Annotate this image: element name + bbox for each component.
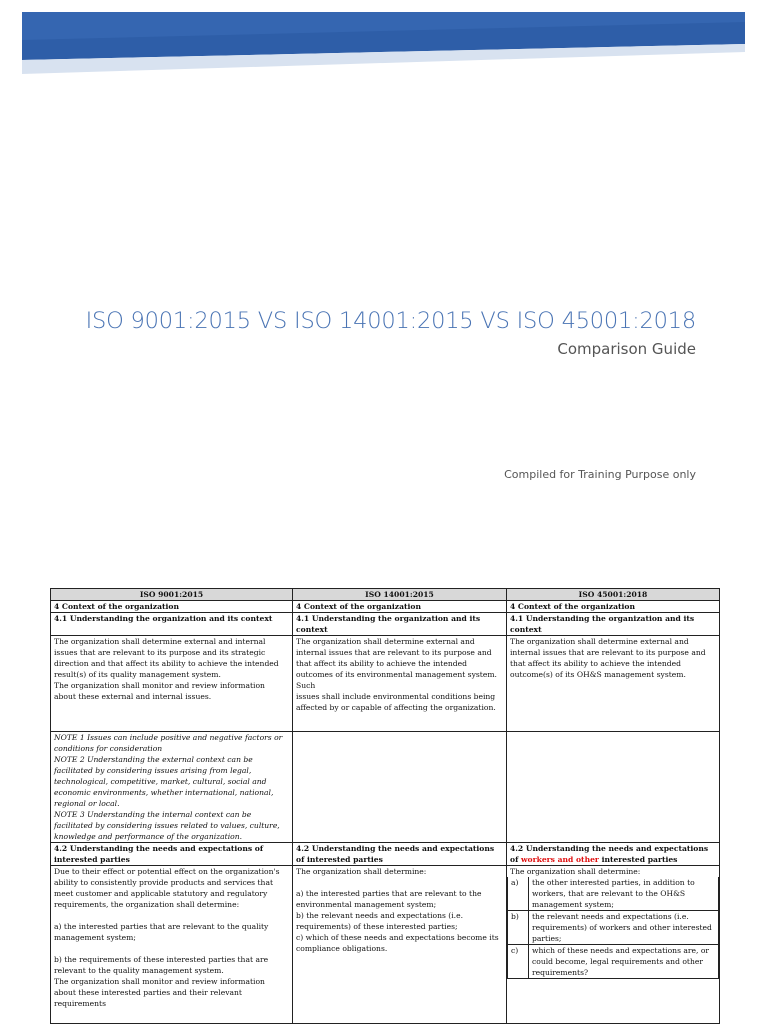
clause-text: The organization shall determine external and internal issues that are relevant to its purpose and its strategic direction and that affect its ability to achieve the intended result(s) of its quality management system. The organization shall monitor and review information about these external and internal issues. — [51, 636, 293, 732]
list-item — [508, 877, 719, 911]
list-item — [508, 945, 719, 979]
table-row — [51, 601, 720, 613]
clause-heading-part: 4.2 Understanding the needs and expectations of — [510, 844, 709, 864]
clause-heading: 4.1 Understanding the organization and its context — [507, 613, 720, 636]
clause-text: The organization shall determine: a) the interested parties that are relevant to the environmental management system; b) the relevant needs and expectations (i.e. requirements) of these interested parties; c) which of these needs and expectations become its compliance obligations. — [293, 866, 507, 1024]
table-row — [51, 843, 720, 866]
section-heading: 4 Context of the organization — [51, 601, 293, 613]
list-label: b) — [508, 911, 529, 945]
clause-heading: 4.1 Understanding the organization and its context — [293, 613, 507, 636]
list-text: the other interested parties, in addition to workers, that are relevant to the OH&S management system; — [529, 877, 719, 911]
compiled-note: Compiled for Training Purpose only — [504, 468, 696, 481]
document-subtitle: Comparison Guide — [557, 340, 696, 358]
document-title: ISO 9001:2015 VS ISO 14001:2015 VS ISO 45001:2018 — [85, 308, 696, 334]
table-row — [51, 866, 720, 1024]
section-heading: 4 Context of the organization — [507, 601, 720, 613]
clause-heading-part: interested parties — [598, 855, 678, 864]
list-label: c) — [508, 945, 529, 979]
comparison-table — [50, 588, 720, 1024]
clause-heading: 4.2 Understanding the needs and expectations of interested parties — [293, 843, 507, 866]
clause-heading: 4.1 Understanding the organization and its context — [51, 613, 293, 636]
clause-text: The organization shall determine external and internal issues that are relevant to its purpose and that affect its ability to achieve the intended outcomes of its environmental management system. Such issues shall include environmental conditions being affected by or capable of affecting the organization. — [293, 636, 507, 732]
highlighted-text: workers and other — [520, 855, 599, 864]
notes-text: NOTE 1 Issues can include positive and negative factors or conditions for consideration NOTE 2 Understanding the external context can be facilitated by considering issues arising from legal, technological, competitive, market, cultural, social and economic environments, whether international, national, regional or local. NOTE 3 Understanding the internal context can be facilitated by considering issues related to values, culture, knowledge and performance of the organization. — [51, 732, 293, 843]
clause-text: Due to their effect or potential effect on the organization's ability to consistently provide products and services that meet customer and applicable statutory and regulatory requirements, the organization shall determine: a) the interested parties that are relevant to the quality management system; b) the requirements of these interested parties that are relevant to the quality management system. The organization shall monitor and review information about these interested parties and their relevant requirements — [51, 866, 293, 1024]
header-banner — [0, 0, 768, 80]
list-text: the relevant needs and expectations (i.e. requirements) of workers and other interested parties; — [529, 911, 719, 945]
empty-cell — [507, 732, 720, 843]
list-text: which of these needs and expectations are, or could become, legal requirements and other requirements? — [529, 945, 719, 979]
clause-heading — [507, 843, 720, 866]
col-header-iso45001: ISO 45001:2018 — [507, 589, 720, 601]
clause-text: The organization shall determine external and internal issues that are relevant to its purpose and that affect its ability to achieve the intended outcome(s) of its OH&S management system. — [507, 636, 720, 732]
col-header-iso9001: ISO 9001:2015 — [51, 589, 293, 601]
list-item — [508, 911, 719, 945]
clause-intro: The organization shall determine: — [510, 867, 641, 876]
col-header-iso14001: ISO 14001:2015 — [293, 589, 507, 601]
section-heading: 4 Context of the organization — [293, 601, 507, 613]
empty-cell — [293, 732, 507, 843]
list-label: a) — [508, 877, 529, 911]
table-row — [51, 636, 720, 732]
table-header-row — [51, 589, 720, 601]
clause-heading: 4.2 Understanding the needs and expectations of interested parties — [51, 843, 293, 866]
clause-text-list — [507, 866, 720, 1024]
table-row — [51, 613, 720, 636]
requirement-list — [507, 877, 719, 979]
table-row — [51, 732, 720, 843]
